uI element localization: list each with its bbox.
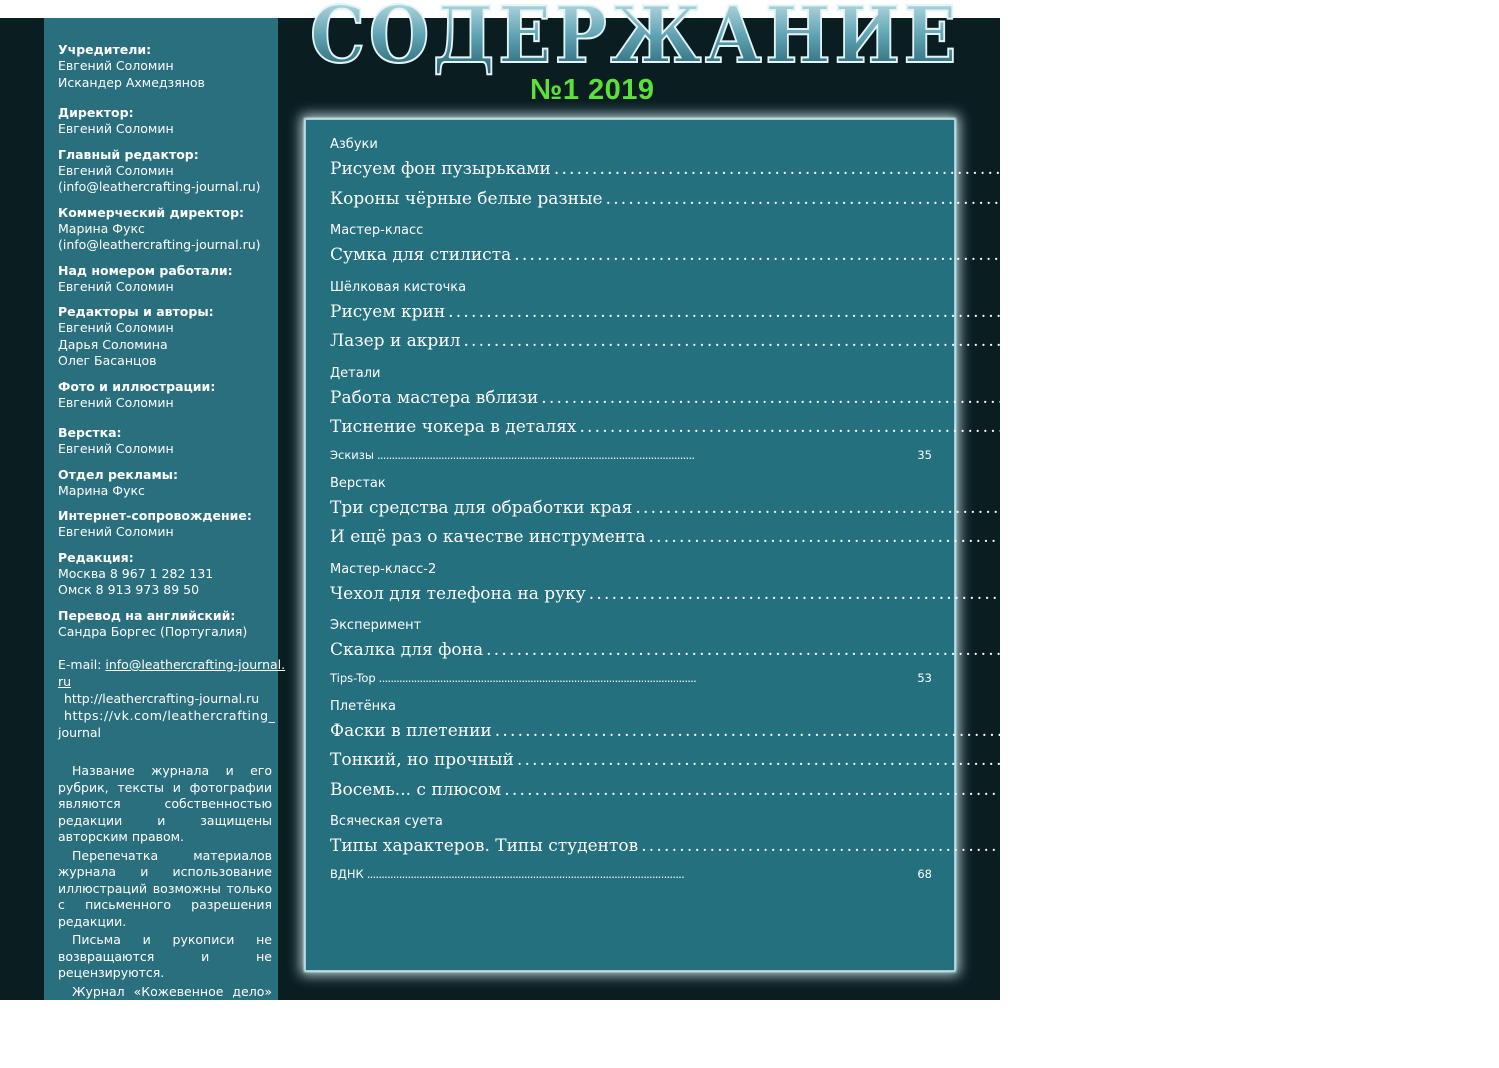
contacts-block [58, 656, 272, 741]
credit-block [58, 425, 272, 458]
toc-leader-dots [589, 580, 1414, 610]
toc-leader-dots [377, 443, 914, 467]
toc-section-title: Шёлковая кисточка [330, 279, 932, 297]
credit-name: Евгений Соломин [58, 58, 272, 75]
credit-name: Сандра Боргес (Португалия) [58, 624, 272, 641]
title-text: СОДЕРЖАНИЕ [310, 0, 960, 81]
legal-paragraph: Журнал «Кожевенное дело» 2016г. [58, 984, 272, 1017]
toc-entry-title: ВДНК [330, 862, 364, 886]
toc-leader-dots [641, 832, 1466, 862]
toc-entry[interactable] [330, 666, 932, 690]
credit-block [58, 105, 272, 138]
toc-leader-dots [367, 862, 915, 886]
credit-name: Евгений Соломин [58, 320, 272, 337]
credit-name: Евгений Соломин [58, 441, 272, 458]
toc-entry-title: Короны чёрные белые разные [330, 185, 603, 215]
toc-leader-dots [448, 298, 1273, 328]
toc-leader-dots [554, 155, 1379, 185]
credit-block [58, 467, 272, 500]
toc-entry-page: 4 [1382, 155, 1393, 185]
credit-role: Отдел рекламы: [58, 467, 272, 483]
toc-leader-dots [579, 413, 1404, 443]
toc-section [330, 813, 932, 886]
email-link-tail[interactable]: ru [58, 673, 272, 690]
magazine-page [0, 18, 1000, 1000]
credit-name: Марина Фукс [58, 221, 272, 238]
toc-entry-page: 35 [917, 443, 932, 467]
toc-section [330, 698, 932, 806]
credit-role: Фото и иллюстрации: [58, 379, 272, 395]
toc-entry[interactable] [330, 155, 932, 185]
toc-leader-dots [463, 327, 1288, 357]
toc-entry-page: 43 [1477, 523, 1499, 553]
credit-role: Перевод на английский: [58, 608, 272, 624]
credit-name: Евгений Соломин [58, 279, 272, 296]
credit-block [58, 608, 272, 641]
toc-entry[interactable] [330, 327, 932, 357]
toc-section-title: Всяческая суета [330, 813, 932, 831]
toc-entry[interactable] [330, 384, 932, 414]
vk-link[interactable]: https://vk.com/leathercrafting_ [58, 707, 272, 724]
credit-name: Москва 8 967 1 282 131 [58, 566, 272, 583]
credit-role: Учредители: [58, 42, 272, 58]
email-label: E-mail: [58, 657, 101, 672]
toc-entry-page: 30 [1408, 413, 1430, 443]
toc-entry[interactable] [330, 746, 932, 776]
toc-entry[interactable] [330, 298, 932, 328]
toc-entry[interactable] [330, 413, 932, 443]
toc-entry-page: 57 [1345, 746, 1367, 776]
toc-entry-page: 6 [1434, 185, 1445, 215]
toc-entry-page: 50 [1315, 636, 1337, 666]
credit-name: Евгений Соломин [58, 121, 272, 138]
toc-entry[interactable] [330, 717, 932, 747]
email-link[interactable]: info@leathercrafting-journal. [105, 657, 285, 672]
credit-role: Редакторы и авторы: [58, 304, 272, 320]
toc-entry-page: 60 [1333, 776, 1355, 806]
toc-section [330, 136, 932, 214]
toc-entry[interactable] [330, 862, 932, 886]
toc-leader-dots [486, 636, 1311, 666]
toc-entry-title: Фаски в плетении [330, 717, 492, 747]
toc-entry[interactable] [330, 494, 932, 524]
credit-name: Искандер Ахмедзянов [58, 75, 272, 92]
toc-entry-page: 24 [1292, 327, 1314, 357]
toc-entry-page: 39 [1464, 494, 1486, 524]
toc-section [330, 365, 932, 467]
toc-section [330, 222, 932, 271]
toc-entry-title: Tips-Top [330, 666, 376, 690]
credit-name: Олег Басанцов [58, 353, 272, 370]
toc-section-title: Детали [330, 365, 932, 383]
toc-leader-dots [635, 494, 1460, 524]
toc-entry-title: Скалка для фона [330, 636, 483, 666]
toc-entry-title: И ещё раз о качестве инструмента [330, 523, 646, 553]
toc-leader-dots [606, 185, 1431, 215]
credit-name: Евгений Соломин [58, 395, 272, 412]
toc-entry-title: Рисуем фон пузырьками [330, 155, 551, 185]
credits-sidebar [44, 18, 278, 1000]
toc-entry[interactable] [330, 185, 932, 215]
credit-name: Евгений Соломин [58, 163, 272, 180]
toc-entry[interactable] [330, 443, 932, 467]
email-line [58, 656, 272, 673]
toc-entry[interactable] [330, 241, 932, 271]
toc-entry[interactable] [330, 636, 932, 666]
toc-section-title: Мастер-класс-2 [330, 561, 932, 579]
toc-entry-title: Рисуем крин [330, 298, 445, 328]
credit-block [58, 42, 272, 91]
credit-name: Дарья Соломина [58, 337, 272, 354]
toc-section [330, 617, 932, 690]
toc-entry-page: 54 [1323, 717, 1345, 747]
toc-entry[interactable] [330, 832, 932, 862]
credit-name: (info@leathercrafting-journal.ru) [58, 179, 272, 196]
toc-entry-title: Типы характеров. Типы студентов [330, 832, 638, 862]
page-title [290, 0, 990, 68]
legal-notice [58, 763, 272, 1068]
credits-list [58, 42, 272, 640]
credit-block [58, 263, 272, 296]
toc-entry-title: Эскизы [330, 443, 374, 467]
credit-name: Марина Фукс [58, 483, 272, 500]
credit-role: Директор: [58, 105, 272, 121]
credit-role: Редакция: [58, 550, 272, 566]
toc-leader-dots [495, 717, 1320, 747]
credit-role: Верстка: [58, 425, 272, 441]
credit-block [58, 508, 272, 541]
toc-entry-title: Три средства для обработки края [330, 494, 632, 524]
toc-entry-title: Работа мастера вблизи [330, 384, 538, 414]
toc-entry-page: 68 [917, 862, 932, 886]
table-of-contents [305, 119, 955, 971]
credit-role: Над номером работали: [58, 263, 272, 279]
legal-paragraph: Название журнала и его рубрик, тексты и фотографии являются собственностью редакции и защищены авторским правом. [58, 763, 272, 846]
toc-entry[interactable] [330, 776, 932, 806]
toc-leader-dots [649, 523, 1474, 553]
toc-section-title: Плетёнка [330, 698, 932, 716]
toc-leader-dots [379, 666, 915, 690]
toc-entry-page: 13 [1343, 241, 1365, 271]
toc-entry-page: 27 [1370, 384, 1392, 414]
toc-entry-title: Тонкий, но прочный [330, 746, 514, 776]
credit-block [58, 379, 272, 412]
toc-entry-title: Тиснение чокера в деталях [330, 413, 576, 443]
toc-entry-title: Восемь... с плюсом [330, 776, 501, 806]
legal-paragraph: Письма и рукописи не возвращаются и не рецензируются. [58, 932, 272, 982]
credit-role: Главный редактор: [58, 147, 272, 163]
toc-entry[interactable] [330, 580, 932, 610]
toc-section-title: Эксперимент [330, 617, 932, 635]
toc-entry-page: 53 [917, 666, 932, 690]
toc-section-title: Мастер-класс [330, 222, 932, 240]
legal-paragraph: Редакция не несет ответственность за содержание рекламных [58, 1019, 272, 1068]
issue-number: №1 2019 [530, 74, 655, 107]
credit-block [58, 205, 272, 254]
toc-section-title: Азбуки [330, 136, 932, 154]
credit-block [58, 550, 272, 599]
toc-section [330, 561, 932, 610]
toc-section-title: Верстак [330, 475, 932, 493]
credit-block [58, 147, 272, 196]
credit-name: Евгений Соломин [58, 524, 272, 541]
toc-entry-page: 44 [1417, 580, 1439, 610]
toc-entry-page: 20 [1277, 298, 1299, 328]
legal-paragraph: Перепечатка материалов журнала и использование иллюстраций возможны только с письменного разрешения редакции. [58, 848, 272, 931]
vk-link-tail[interactable]: journal [58, 724, 272, 741]
credit-role: Интернет-сопровождение: [58, 508, 272, 524]
toc-section [330, 475, 932, 553]
toc-leader-dots [504, 776, 1329, 806]
credit-block [58, 304, 272, 370]
toc-entry-title: Чехол для телефона на руку [330, 580, 586, 610]
toc-section [330, 279, 932, 357]
toc-leader-dots [514, 241, 1339, 271]
credit-name: (info@leathercrafting-journal.ru) [58, 237, 272, 254]
toc-entry[interactable] [330, 523, 932, 553]
toc-entry-title: Лазер и акрил [330, 327, 460, 357]
credit-role: Коммерческий директор: [58, 205, 272, 221]
toc-entry-title: Сумка для стилиста [330, 241, 511, 271]
site-link[interactable]: http://leathercrafting-journal.ru [58, 690, 272, 707]
toc-entry-page: 62 [1470, 832, 1492, 862]
credit-name: Омск 8 913 973 89 50 [58, 582, 272, 599]
toc-leader-dots [517, 746, 1342, 776]
toc-leader-dots [541, 384, 1366, 414]
